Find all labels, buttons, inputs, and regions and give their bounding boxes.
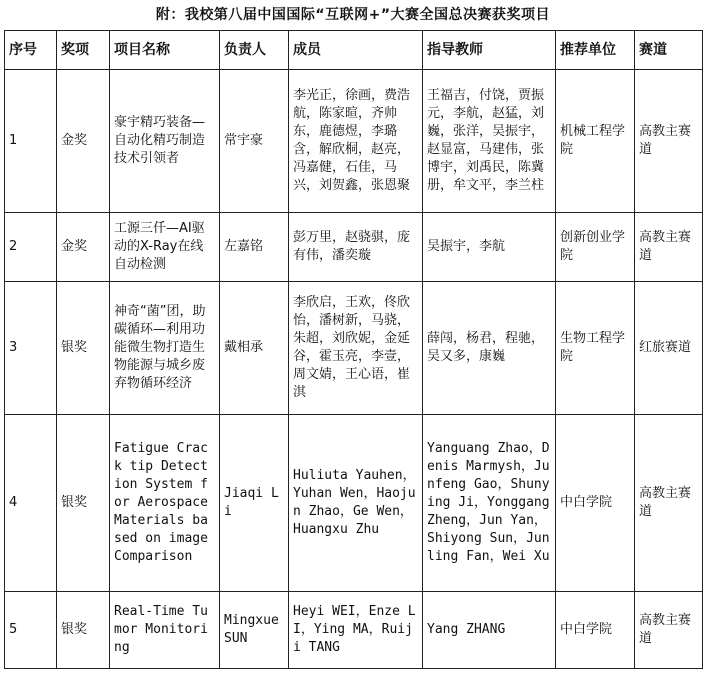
cell-unit: 创新创业学院 — [556, 213, 635, 282]
cell-advisors: 薛闯，杨君，程驰，吴又多，康巍 — [423, 282, 556, 415]
cell-leader: Mingxue SUN — [220, 592, 289, 669]
cell-project: 工源三仟—AI驱动的X-Ray在线自动检测 — [110, 213, 220, 282]
table-row — [5, 70, 703, 213]
header-no: 序号 — [5, 31, 57, 70]
cell-project: 神奇“菌”团，助碳循环—利用功能微生物打造生物能源与城乡废弃物循环经济 — [110, 282, 220, 415]
cell-project: 豪宇精巧装备—自动化精巧制造技术引领者 — [110, 70, 220, 213]
cell-members: 李光正，徐画，费浩航，陈家暄，齐帅东，鹿德煜，李璐含，解欣桐，赵亮，冯嘉健，石佳，马兴，刘贺鑫，张恩聚 — [289, 70, 423, 213]
cell-award: 金奖 — [57, 70, 110, 213]
cell-leader: 左嘉铭 — [220, 213, 289, 282]
cell-unit: 机械工程学院 — [556, 70, 635, 213]
cell-unit: 生物工程学院 — [556, 282, 635, 415]
table-row — [5, 415, 703, 592]
header-unit: 推荐单位 — [556, 31, 635, 70]
table-row — [5, 592, 703, 669]
cell-unit: 中白学院 — [556, 592, 635, 669]
cell-members: 彭万里，赵骁骐，庞有伟，潘奕璇 — [289, 213, 423, 282]
cell-track: 高教主赛道 — [635, 213, 703, 282]
cell-track: 高教主赛道 — [635, 70, 703, 213]
cell-no: 5 — [5, 592, 57, 669]
cell-award: 金奖 — [57, 213, 110, 282]
cell-members: Huliuta Yauhen，Yuhan Wen，Haojun Zhao，Ge Wen，Huangxu Zhu — [289, 415, 423, 592]
cell-no: 1 — [5, 70, 57, 213]
header-row — [5, 31, 703, 70]
cell-no: 2 — [5, 213, 57, 282]
cell-award: 银奖 — [57, 592, 110, 669]
header-project: 项目名称 — [110, 31, 220, 70]
header-members: 成员 — [289, 31, 423, 70]
cell-project: Fatigue Crack tip Detection System for Aerospace Materials based on image Comparison — [110, 415, 220, 592]
header-award: 奖项 — [57, 31, 110, 70]
cell-no: 3 — [5, 282, 57, 415]
awards-table — [4, 30, 703, 669]
cell-advisors: 王福吉，付饶，贾振元，李航，赵猛，刘巍，张洋，吴振宇，赵显富，马建伟，张博宇，刘禹民，陈冀册，牟文平，李兰柱 — [423, 70, 556, 213]
cell-advisors: Yanguang Zhao，Denis Marmysh，Junfeng Gao，Shunying Ji，Yonggang Zheng，Jun Yan，Shiyong Sun，Junling Fan，Wei Xu — [423, 415, 556, 592]
header-advisors: 指导教师 — [423, 31, 556, 70]
cell-leader: Jiaqi Li — [220, 415, 289, 592]
cell-track: 高教主赛道 — [635, 415, 703, 592]
cell-award: 银奖 — [57, 415, 110, 592]
cell-no: 4 — [5, 415, 57, 592]
cell-members: 李欣启，王欢，佟欣怡，潘树新，马骁，朱超，刘欣妮，金延谷，霍玉亮，李壹，周文婧，王心语，崔淇 — [289, 282, 423, 415]
cell-track: 红旅赛道 — [635, 282, 703, 415]
cell-award: 银奖 — [57, 282, 110, 415]
table-row — [5, 213, 703, 282]
header-track: 赛道 — [635, 31, 703, 70]
cell-unit: 中白学院 — [556, 415, 635, 592]
cell-track: 高教主赛道 — [635, 592, 703, 669]
cell-leader: 常宇豪 — [220, 70, 289, 213]
cell-project: Real-Time Tumor Monitoring — [110, 592, 220, 669]
cell-advisors: 吴振宇，李航 — [423, 213, 556, 282]
table-row — [5, 282, 703, 415]
cell-advisors: Yang ZHANG — [423, 592, 556, 669]
header-leader: 负责人 — [220, 31, 289, 70]
document-title: 附：我校第八届中国国际“互联网+”大赛全国总决赛获奖项目 — [155, 7, 551, 23]
cell-leader: 戴相承 — [220, 282, 289, 415]
cell-members: Heyi WEI，Enze LI，Ying MA，Ruiji TANG — [289, 592, 423, 669]
